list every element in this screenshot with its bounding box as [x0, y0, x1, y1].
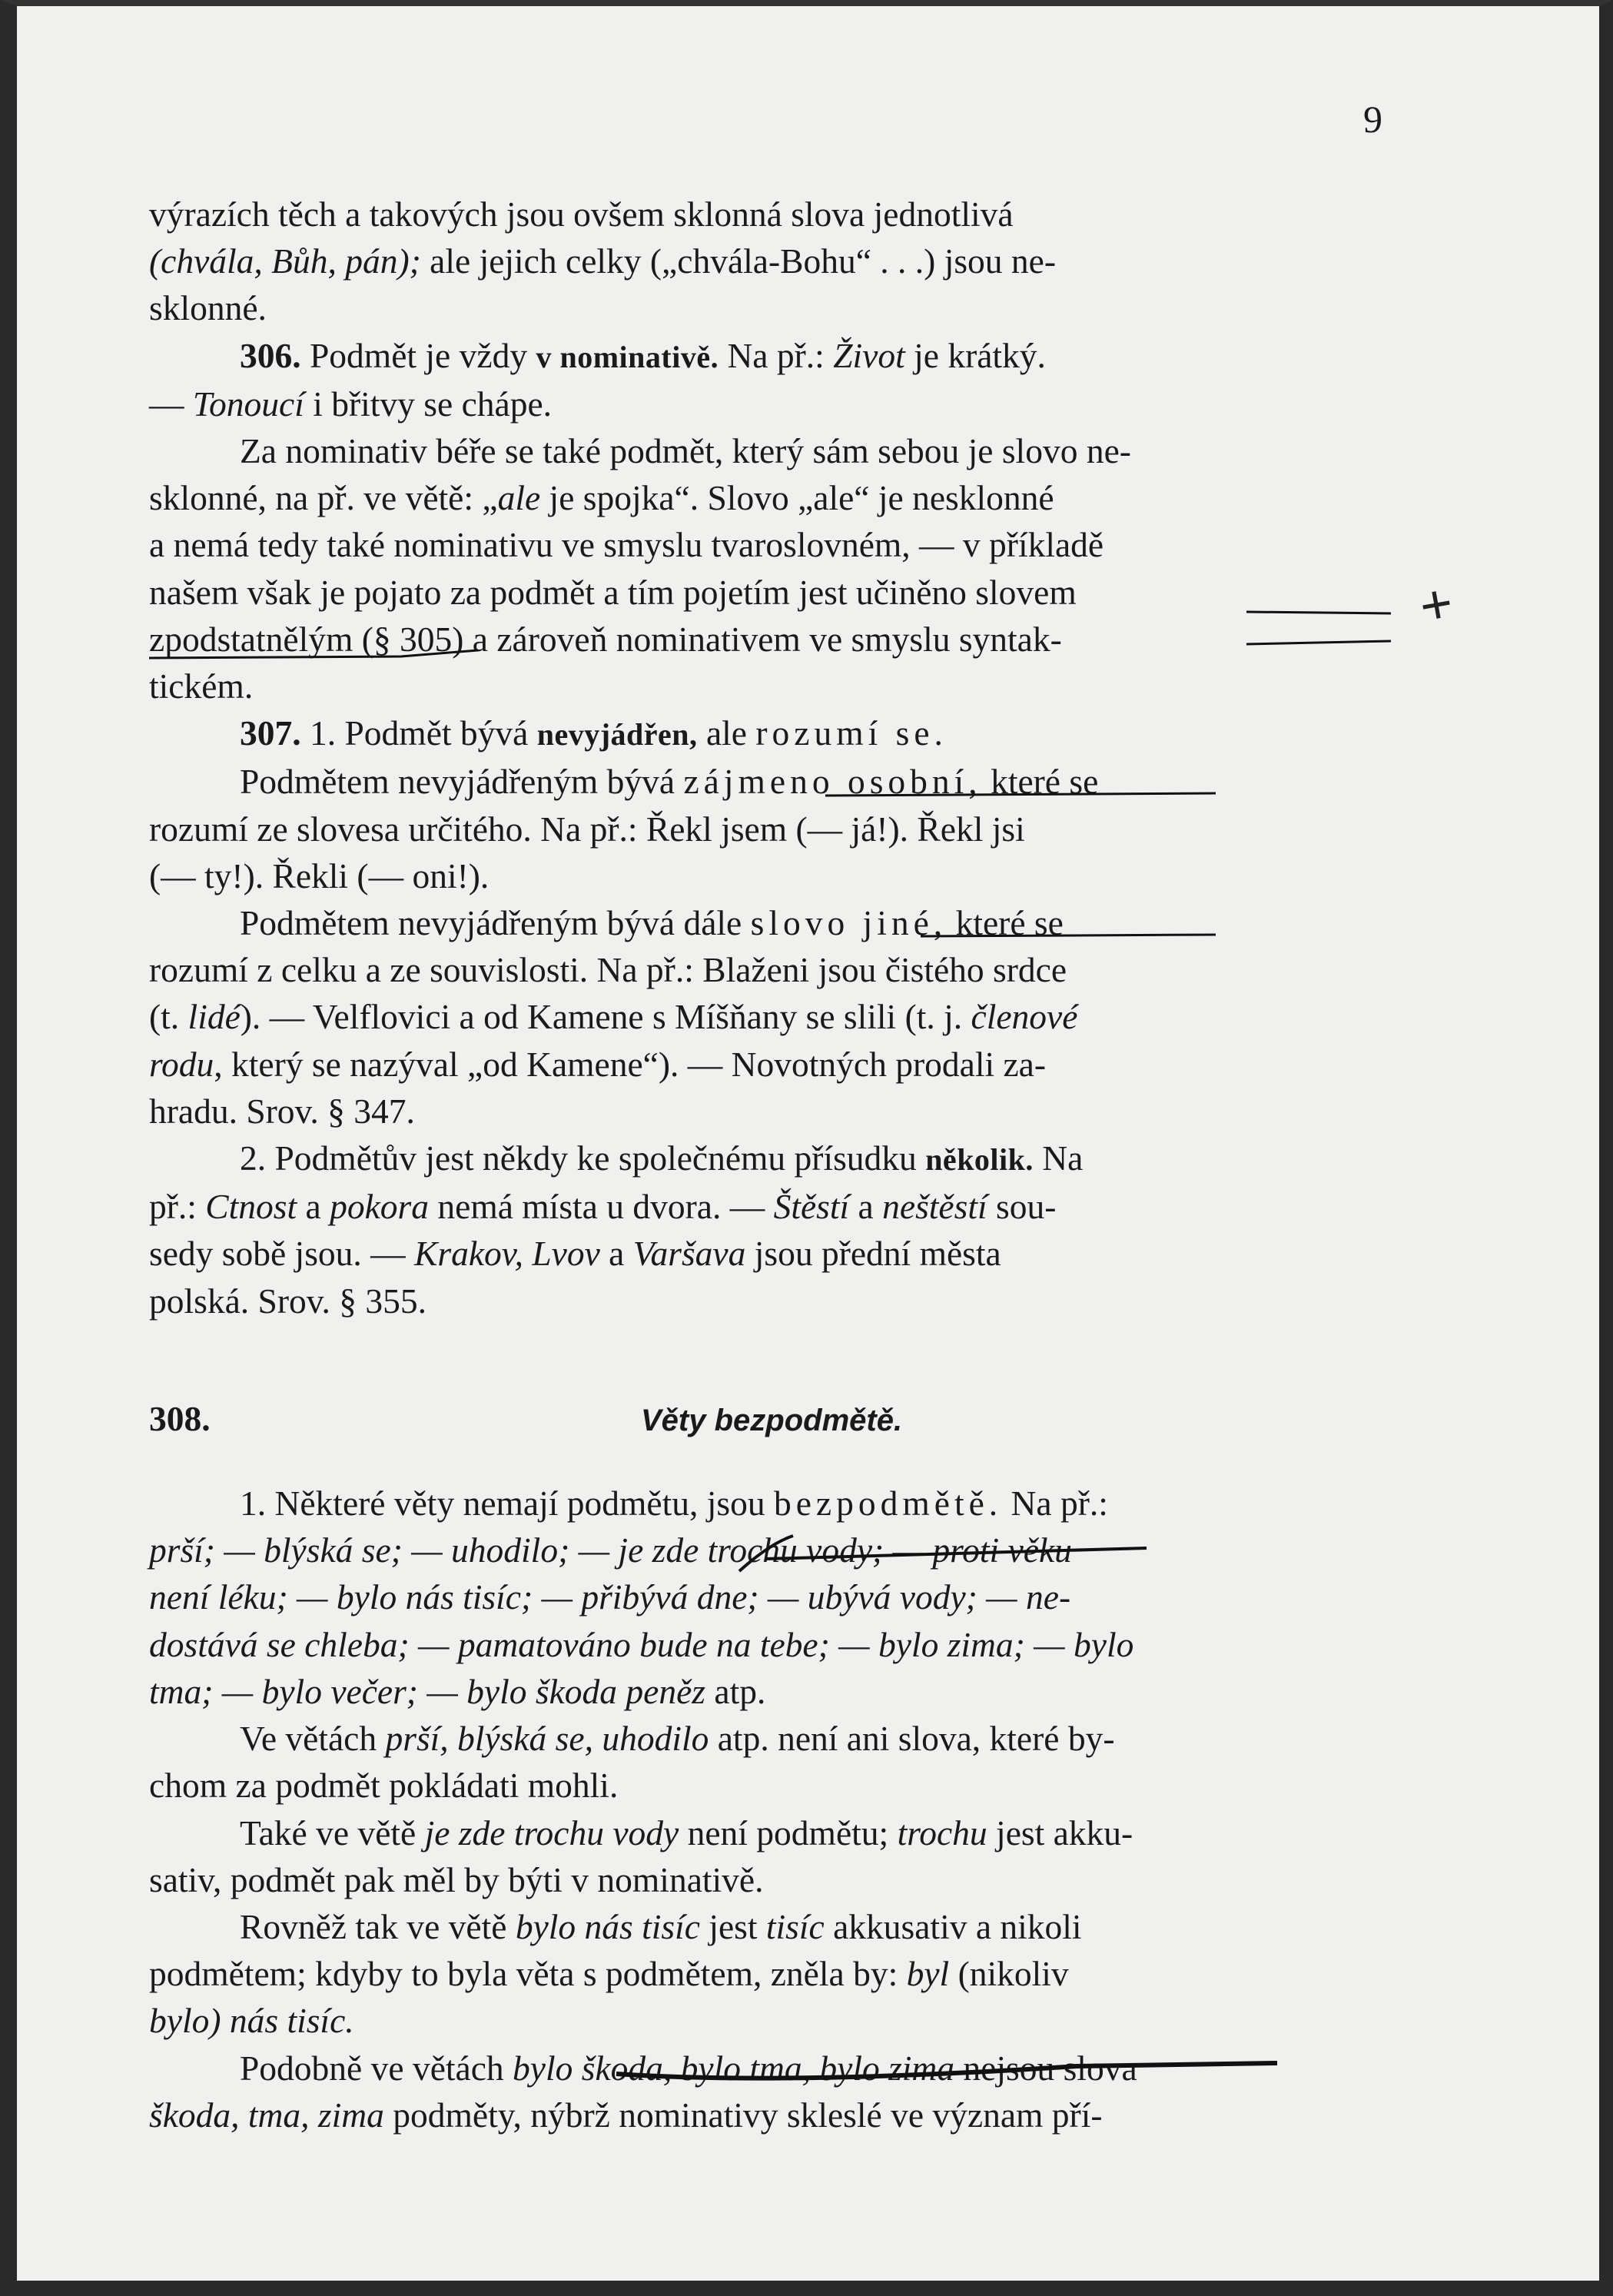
body-text: [149, 191, 1394, 2138]
paragraph: Ve větách prší, blýská se, uhodilo atp. není ani slova, které by- chom za podmět pokládati mohli.: [149, 1719, 1115, 1806]
section-308-heading: 308. Věty bezpodmětě.: [149, 1398, 903, 1438]
paragraph: Podmětem nevyjádřeným bývá zájmeno osobní, které se rozumí ze slovesa určitého. Na př.: Řekl jsem (— já!). Řekl jsi (— ty!). Řekli (— oni!).: [149, 762, 1099, 895]
section-307: 307. 1. Podmět bývá nevyjádřen, ale rozumí se.: [240, 713, 948, 753]
paragraph: 1. Některé věty nemají podmětu, jsou bezpodmětě. Na př.: prší; — blýská se; — uhodilo; — je zde trochu vody; — proti věku není léku; — bylo nás tisíc; — přibývá dne; — ubývá vody; — ne- dostává se chleba; — pamatováno bude na tebe; — bylo zima; — bylo tma; — bylo večer; — bylo škoda peněz atp.: [149, 1484, 1134, 1711]
paragraph: výrazích těch a takových jsou ovšem sklonná slova jednotlivá (chvála, Bůh, pán); ale jejich celky („chvála-Bohu“ . . .) jsou ne- sklonné.: [149, 194, 1057, 328]
margin-cross-mark: +: [1415, 571, 1458, 639]
paragraph: Za nominativ béře se také podmět, který sám sebou je slovo ne- sklonné, na př. ve větě: „ale je spojka“. Slovo „ale“ je nesklonné a nemá tedy také nominativu ve smyslu tvaroslovném, — v příkladě našem však je pojato za podmět a tím pojetím jest učiněno slovem zpodstatnělým (§ 305) a zároveň nominativem ve smyslu syntak- tickém.: [149, 431, 1131, 706]
paragraph: Podobně ve větách bylo škoda, bylo tma, bylo zima nejsou slova škoda, tma, zima podměty, nýbrž nominativy skleslé ve význam pří-: [149, 2048, 1137, 2135]
paragraph: Podmětem nevyjádřeným bývá dále slovo jiné, které se rozumí z celku a ze souvislosti. Na př.: Blaženi jsou čistého srdce (t. lidé). — Velflovici a od Kamene s Míšňany se slili (t. j. členové rodu, který se nazýval „od Kamene“). — Novotných prodali za- hradu. Srov. § 347.: [149, 903, 1078, 1131]
paragraph: Také ve větě je zde trochu vody není podmětu; trochu jest akku- sativ, podmět pak měl by býti v nominativě.: [149, 1813, 1133, 1899]
page-number: 9: [1363, 98, 1382, 141]
paragraph: Rovněž tak ve větě bylo nás tisíc jest tisíc akkusativ a nikoli podmětem; kdyby to byla věta s podmětem, zněla by: byl (nikoliv bylo) nás tisíc.: [149, 1906, 1082, 2041]
section-306: 306. Podmět je vždy v nominativě. Na př.: Život je krátký. — Tonoucí i břitvy se chápe.: [149, 335, 1046, 424]
paragraph: 2. Podmětův jest někdy ke společnému přísudku několik. Na př.: Ctnost a pokora nemá místa u dvora. — Štěstí a neštěstí sou- sedy sobě jsou. — Krakov, Lvov a Varšava jsou přední města polská. Srov. § 355.: [149, 1138, 1084, 1321]
